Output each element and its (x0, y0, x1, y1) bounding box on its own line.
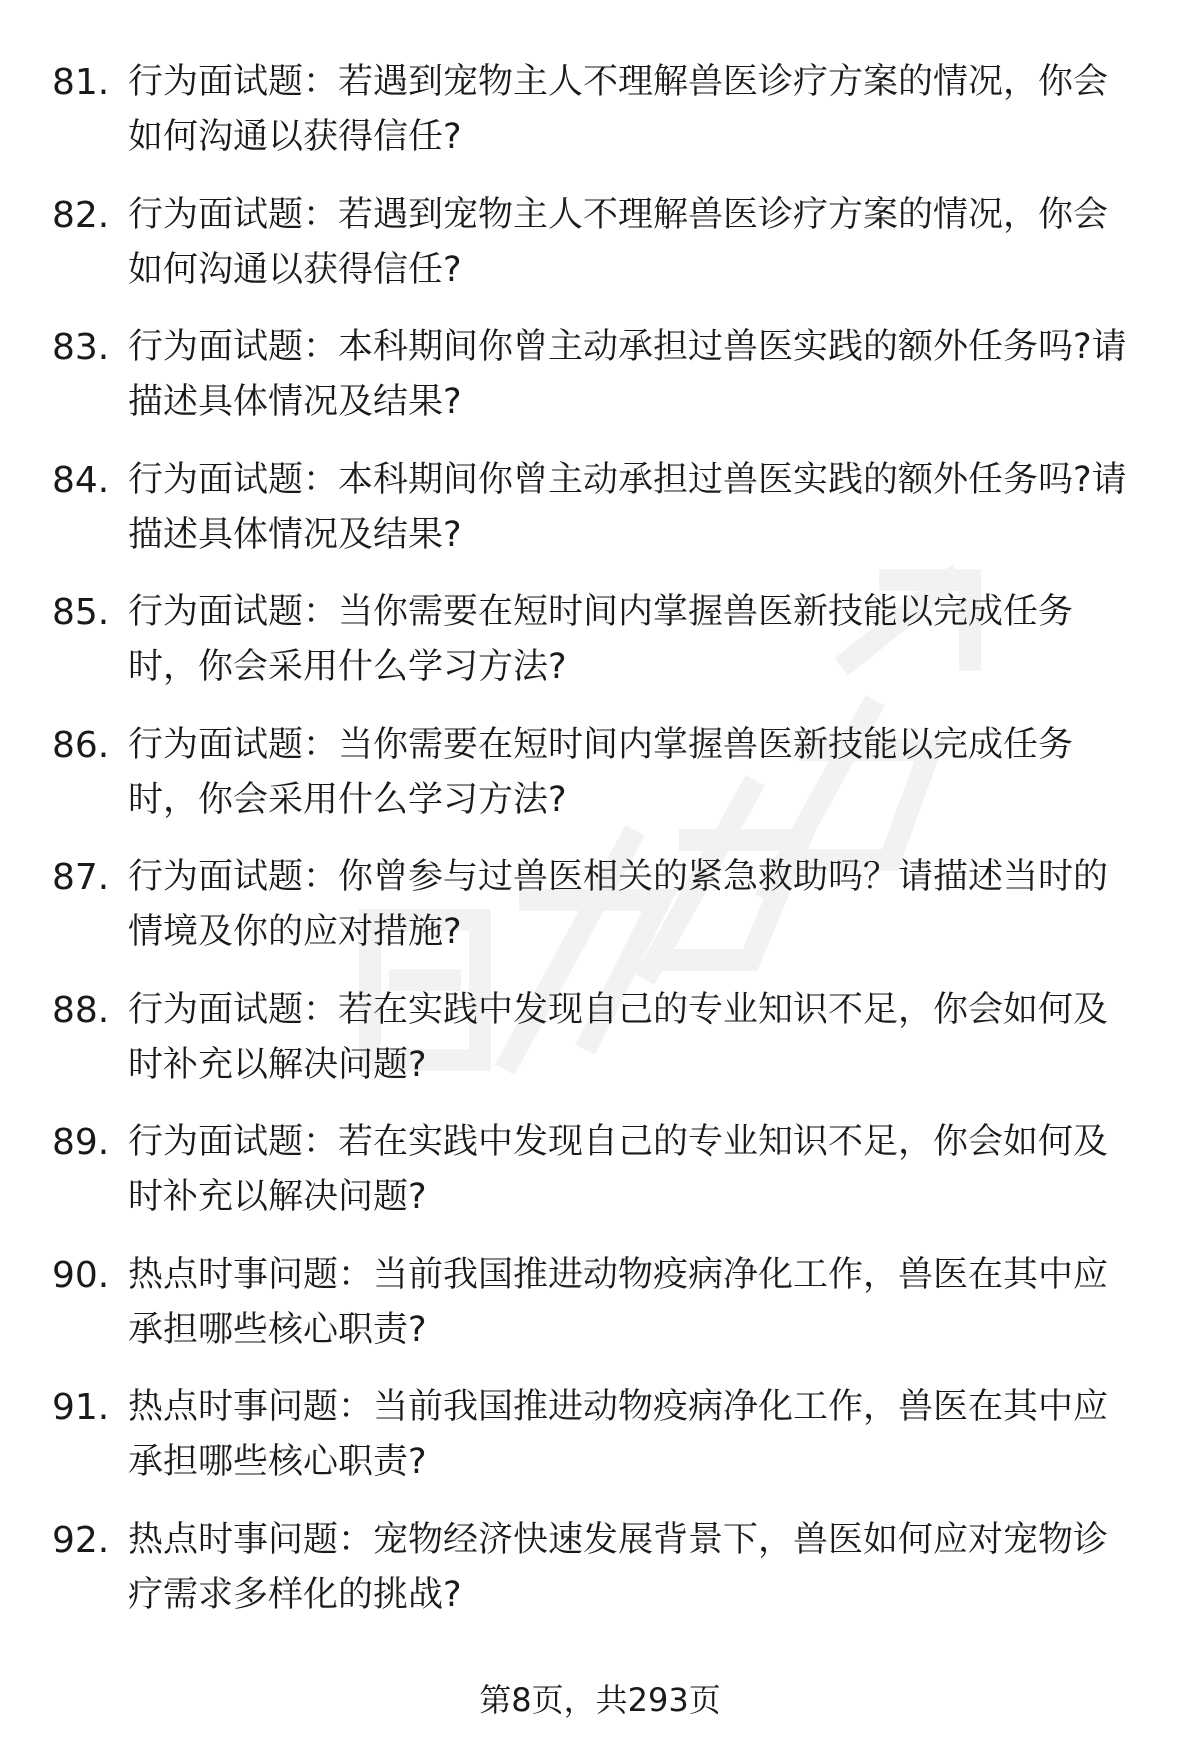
question-number: 87. (52, 857, 110, 898)
question-number: 92. (52, 1519, 110, 1561)
question-number: 84. (52, 459, 110, 501)
question-item (0, 983, 1200, 1116)
question-list (0, 55, 1200, 1645)
question-text: 行为面试题：当你需要在短时间内掌握兽医新技能以完成任务时，你会采用什么学习方法? (128, 592, 1074, 687)
question-item (0, 1513, 1200, 1646)
question-number: 89. (52, 1122, 110, 1163)
question-number: 83. (52, 327, 110, 368)
question-number: 85. (52, 592, 110, 633)
question-item (0, 718, 1200, 851)
question-number: 90. (52, 1254, 110, 1296)
question-text: 行为面试题：当你需要在短时间内掌握兽医新技能以完成任务时，你会采用什么学习方法? (128, 724, 1074, 820)
question-item (0, 320, 1200, 453)
question-text: 行为面试题：本科期间你曾主动承担过兽医实践的额外任务吗?请描述具体情况及结果? (128, 327, 1127, 422)
page-number-footer: 第8页，共293页 (479, 1681, 721, 1719)
question-number: 81. (52, 62, 110, 103)
question-item (0, 55, 1200, 188)
question-item (0, 1248, 1200, 1381)
question-text: 热点时事问题：当前我国推进动物疫病净化工作，兽医在其中应承担哪些核心职责? (128, 1254, 1109, 1350)
question-item (0, 850, 1200, 983)
question-item (0, 188, 1200, 321)
question-text: 行为面试题：若在实践中发现自己的专业知识不足，你会如何及时补充以解决问题? (128, 1122, 1109, 1217)
question-text: 行为面试题：本科期间你曾主动承担过兽医实践的额外任务吗?请描述具体情况及结果? (128, 459, 1127, 555)
question-number: 82. (52, 194, 110, 236)
question-item (0, 1115, 1200, 1248)
question-text: 热点时事问题：宠物经济快速发展背景下，兽医如何应对宠物诊疗需求多样化的挑战? (128, 1519, 1109, 1615)
question-text: 行为面试题：若在实践中发现自己的专业知识不足，你会如何及时补充以解决问题? (128, 989, 1109, 1085)
question-text: 行为面试题：若遇到宠物主人不理解兽医诊疗方案的情况，你会如何沟通以获得信任? (128, 62, 1109, 157)
question-number: 91. (52, 1387, 110, 1428)
question-text: 行为面试题：你曾参与过兽医相关的紧急救助吗？请描述当时的情境及你的应对措施? (128, 857, 1109, 952)
question-item (0, 453, 1200, 586)
question-text: 行为面试题：若遇到宠物主人不理解兽医诊疗方案的情况，你会如何沟通以获得信任? (128, 194, 1109, 290)
question-number: 88. (52, 989, 110, 1031)
question-text: 热点时事问题：当前我国推进动物疫病净化工作，兽医在其中应承担哪些核心职责? (128, 1387, 1109, 1482)
question-number: 86. (52, 724, 110, 766)
question-item (0, 1380, 1200, 1513)
question-item (0, 585, 1200, 718)
